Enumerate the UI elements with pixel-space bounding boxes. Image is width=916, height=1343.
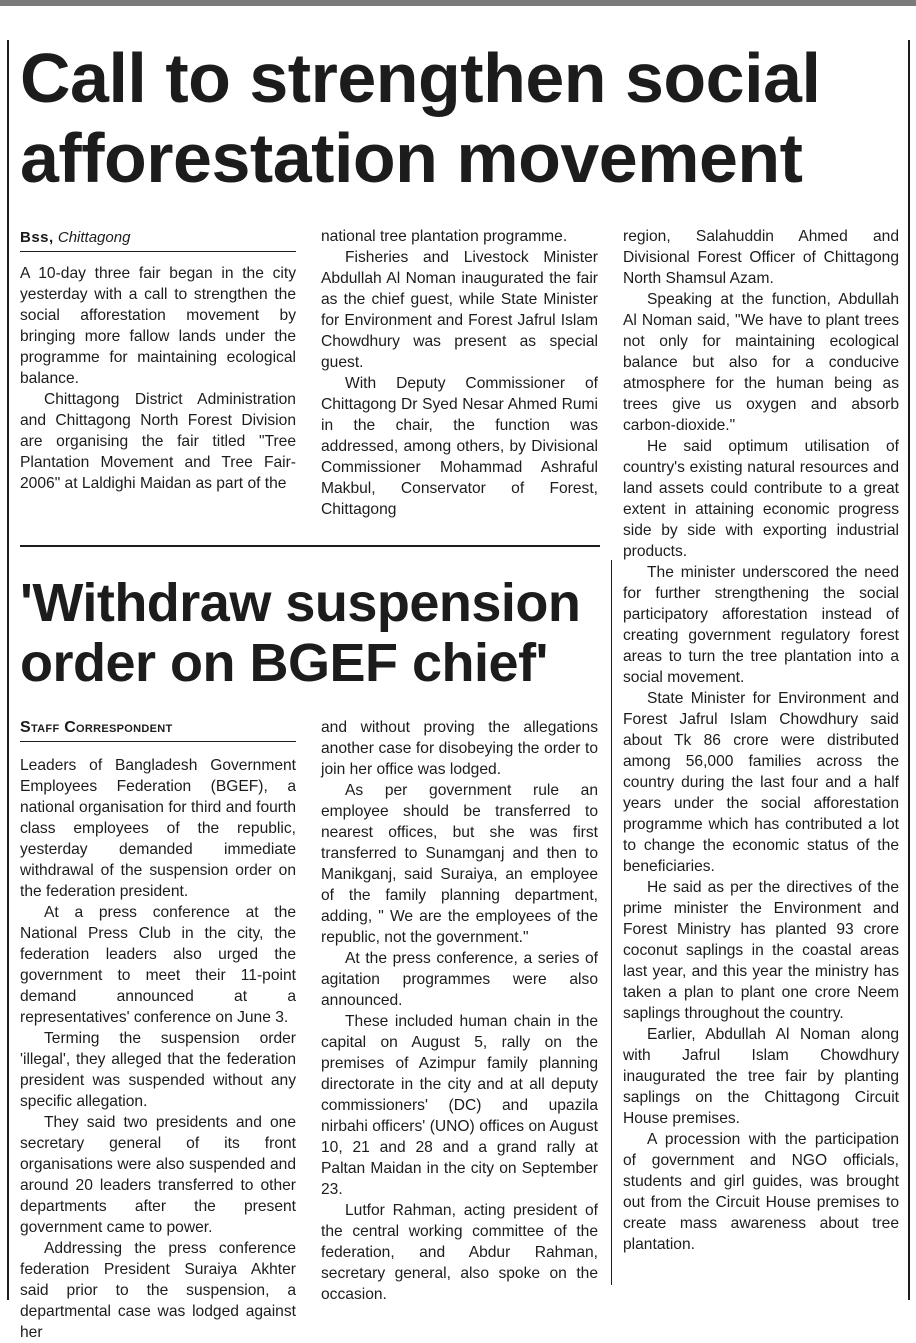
paragraph: As per government rule an employee should be transferred to nearest offices, but she was first transferred to Sunamganj and then to Manikganj, said Suraiya, an employee of the family planning department, adding, " We are the employees of the republic, not the government." [321, 782, 598, 946]
article2-byline [20, 718, 296, 742]
paragraph: Speaking at the function, Abdullah Al Noman said, "We have to plant trees not only for maintaining ecological balance but also for a conducive atmosphere for the human being as trees give us oxygen and absorb carbon-dioxide." [623, 291, 899, 434]
paragraph: These included human chain in the capital on August 5, rally on the premises of Azimpur family planning directorate in the city and at all deputy commissioners' (DC) and upazila nirbahi officers' (UNO) offices on August 10, 21 and 28 and a grand rally at Paltan Maidan in the city on September 23. [321, 1013, 598, 1198]
paragraph: They said two presidents and one secretary general of its front organisations were also suspended and around 20 leaders transferred to other departments after the present government came to power. [20, 1114, 296, 1236]
paragraph: Lutfor Rahman, acting president of the central working committee of the federation, and Abdur Rahman, secretary general, also spoke on the occasion. [321, 1202, 598, 1303]
paragraph: Terming the suspension order 'illegal', they alleged that the federation president was suspended without any specific allegation. [20, 1030, 296, 1110]
article1-column-1 [20, 263, 296, 494]
article1-column-3 [623, 226, 899, 1255]
article2-column-1 [20, 755, 296, 1343]
article1-headline-line2: afforestation movement [20, 119, 803, 197]
paragraph: The minister underscored the need for further strengthening the social participatory afforestation instead of creating government regulatory forest areas to turn the tree plantation into a social movement. [623, 564, 899, 686]
paragraph: A 10-day three fair began in the city yesterday with a call to strengthen the social afforestation movement by bringing more fallow lands under the programme for maintaining ecological balance. [20, 265, 296, 387]
paragraph: At a press conference at the National Press Club in the city, the federation leaders also urged the government to meet their 11-point demand announced at a representatives' conference on June 3. [20, 904, 296, 1026]
article1-column-2 [321, 226, 598, 520]
paragraph: and without proving the allegations another case for disobeying the order to join her office was lodged. [321, 719, 598, 778]
paragraph: Earlier, Abdullah Al Noman along with Jafrul Islam Chowdhury inaugurated the tree fair by planting saplings on the Chittagong Circuit House premises. [623, 1026, 899, 1127]
paragraph: Leaders of Bangladesh Government Employees Federation (BGEF), a national organisation for third and fourth class employees of the republic, yesterday demanded immediate withdrawal of the suspension order on the federation president. [20, 757, 296, 900]
article2-headline [20, 573, 580, 693]
paragraph: He said as per the directives of the prime minister the Environment and Forest Ministry has planted 93 crore coconut saplings in the coastal areas last year, and this year the ministry has taken a plan to plant one crore Neem saplings throughout the country. [623, 879, 899, 1022]
paragraph: Fisheries and Livestock Minister Abdullah Al Noman inaugurated the fair as the chief guest, while State Minister for Environment and Forest Jafrul Islam Chowdhury was present as special guest. [321, 249, 598, 371]
paragraph: A procession with the participation of government and NGO officials, students and girl guides, was brought out from the Circuit House premises to create mass awareness about tree plantation. [623, 1131, 899, 1253]
paragraph: State Minister for Environment and Forest Jafrul Islam Chowdhury said about Tk 86 crore were distributed among 56,000 families across the country during the last four and a half years under the social afforestation programme which has contributed a lot to change the economic status of the beneficiaries. [623, 690, 899, 875]
paragraph: national tree plantation programme. [321, 228, 568, 245]
article1-headline [20, 38, 820, 198]
paragraph: Chittagong District Administration and Chittagong North Forest Division are organising the fair titled "Tree Plantation Movement and Tree Fair-2006" at Laldighi Maidan as part of the [20, 391, 296, 492]
right-margin-rule [908, 40, 910, 1300]
byline-staff: Staff Correspondent [20, 719, 173, 736]
byline-agency: Bss, [20, 229, 54, 246]
byline-place: Chittagong [57, 229, 131, 246]
paragraph: He said optimum utilisation of country's existing natural resources and land assets could contribute to a great extent in attaining economic progress side by side with exporting industrial products. [623, 438, 899, 560]
paragraph: With Deputy Commissioner of Chittagong Dr Syed Nesar Ahmed Rumi in the chair, the function was addressed, among others, by Divisional Commissioner Mohammad Ashraful Makbul, Conservator of Forest, Chittagong [321, 375, 598, 518]
article2-column-2 [321, 717, 598, 1305]
left-margin-rule [7, 40, 9, 1300]
article2-headline-line2: order on BGEF chief' [20, 633, 548, 693]
column-divider [611, 560, 612, 1285]
article1-byline [20, 228, 296, 252]
top-border [0, 0, 916, 6]
paragraph: At the press conference, a series of agitation programmes were also announced. [321, 950, 598, 1009]
article1-headline-line1: Call to strengthen social [20, 39, 821, 117]
paragraph: Addressing the press conference federation President Suraiya Akhter said prior to the suspension, a departmental case was lodged against her [20, 1240, 296, 1341]
article2-headline-line1: 'Withdraw suspension [20, 573, 581, 633]
paragraph: region, Salahuddin Ahmed and Divisional Forest Officer of Chittagong North Shamsul Azam. [623, 228, 899, 287]
article-divider [20, 545, 600, 547]
